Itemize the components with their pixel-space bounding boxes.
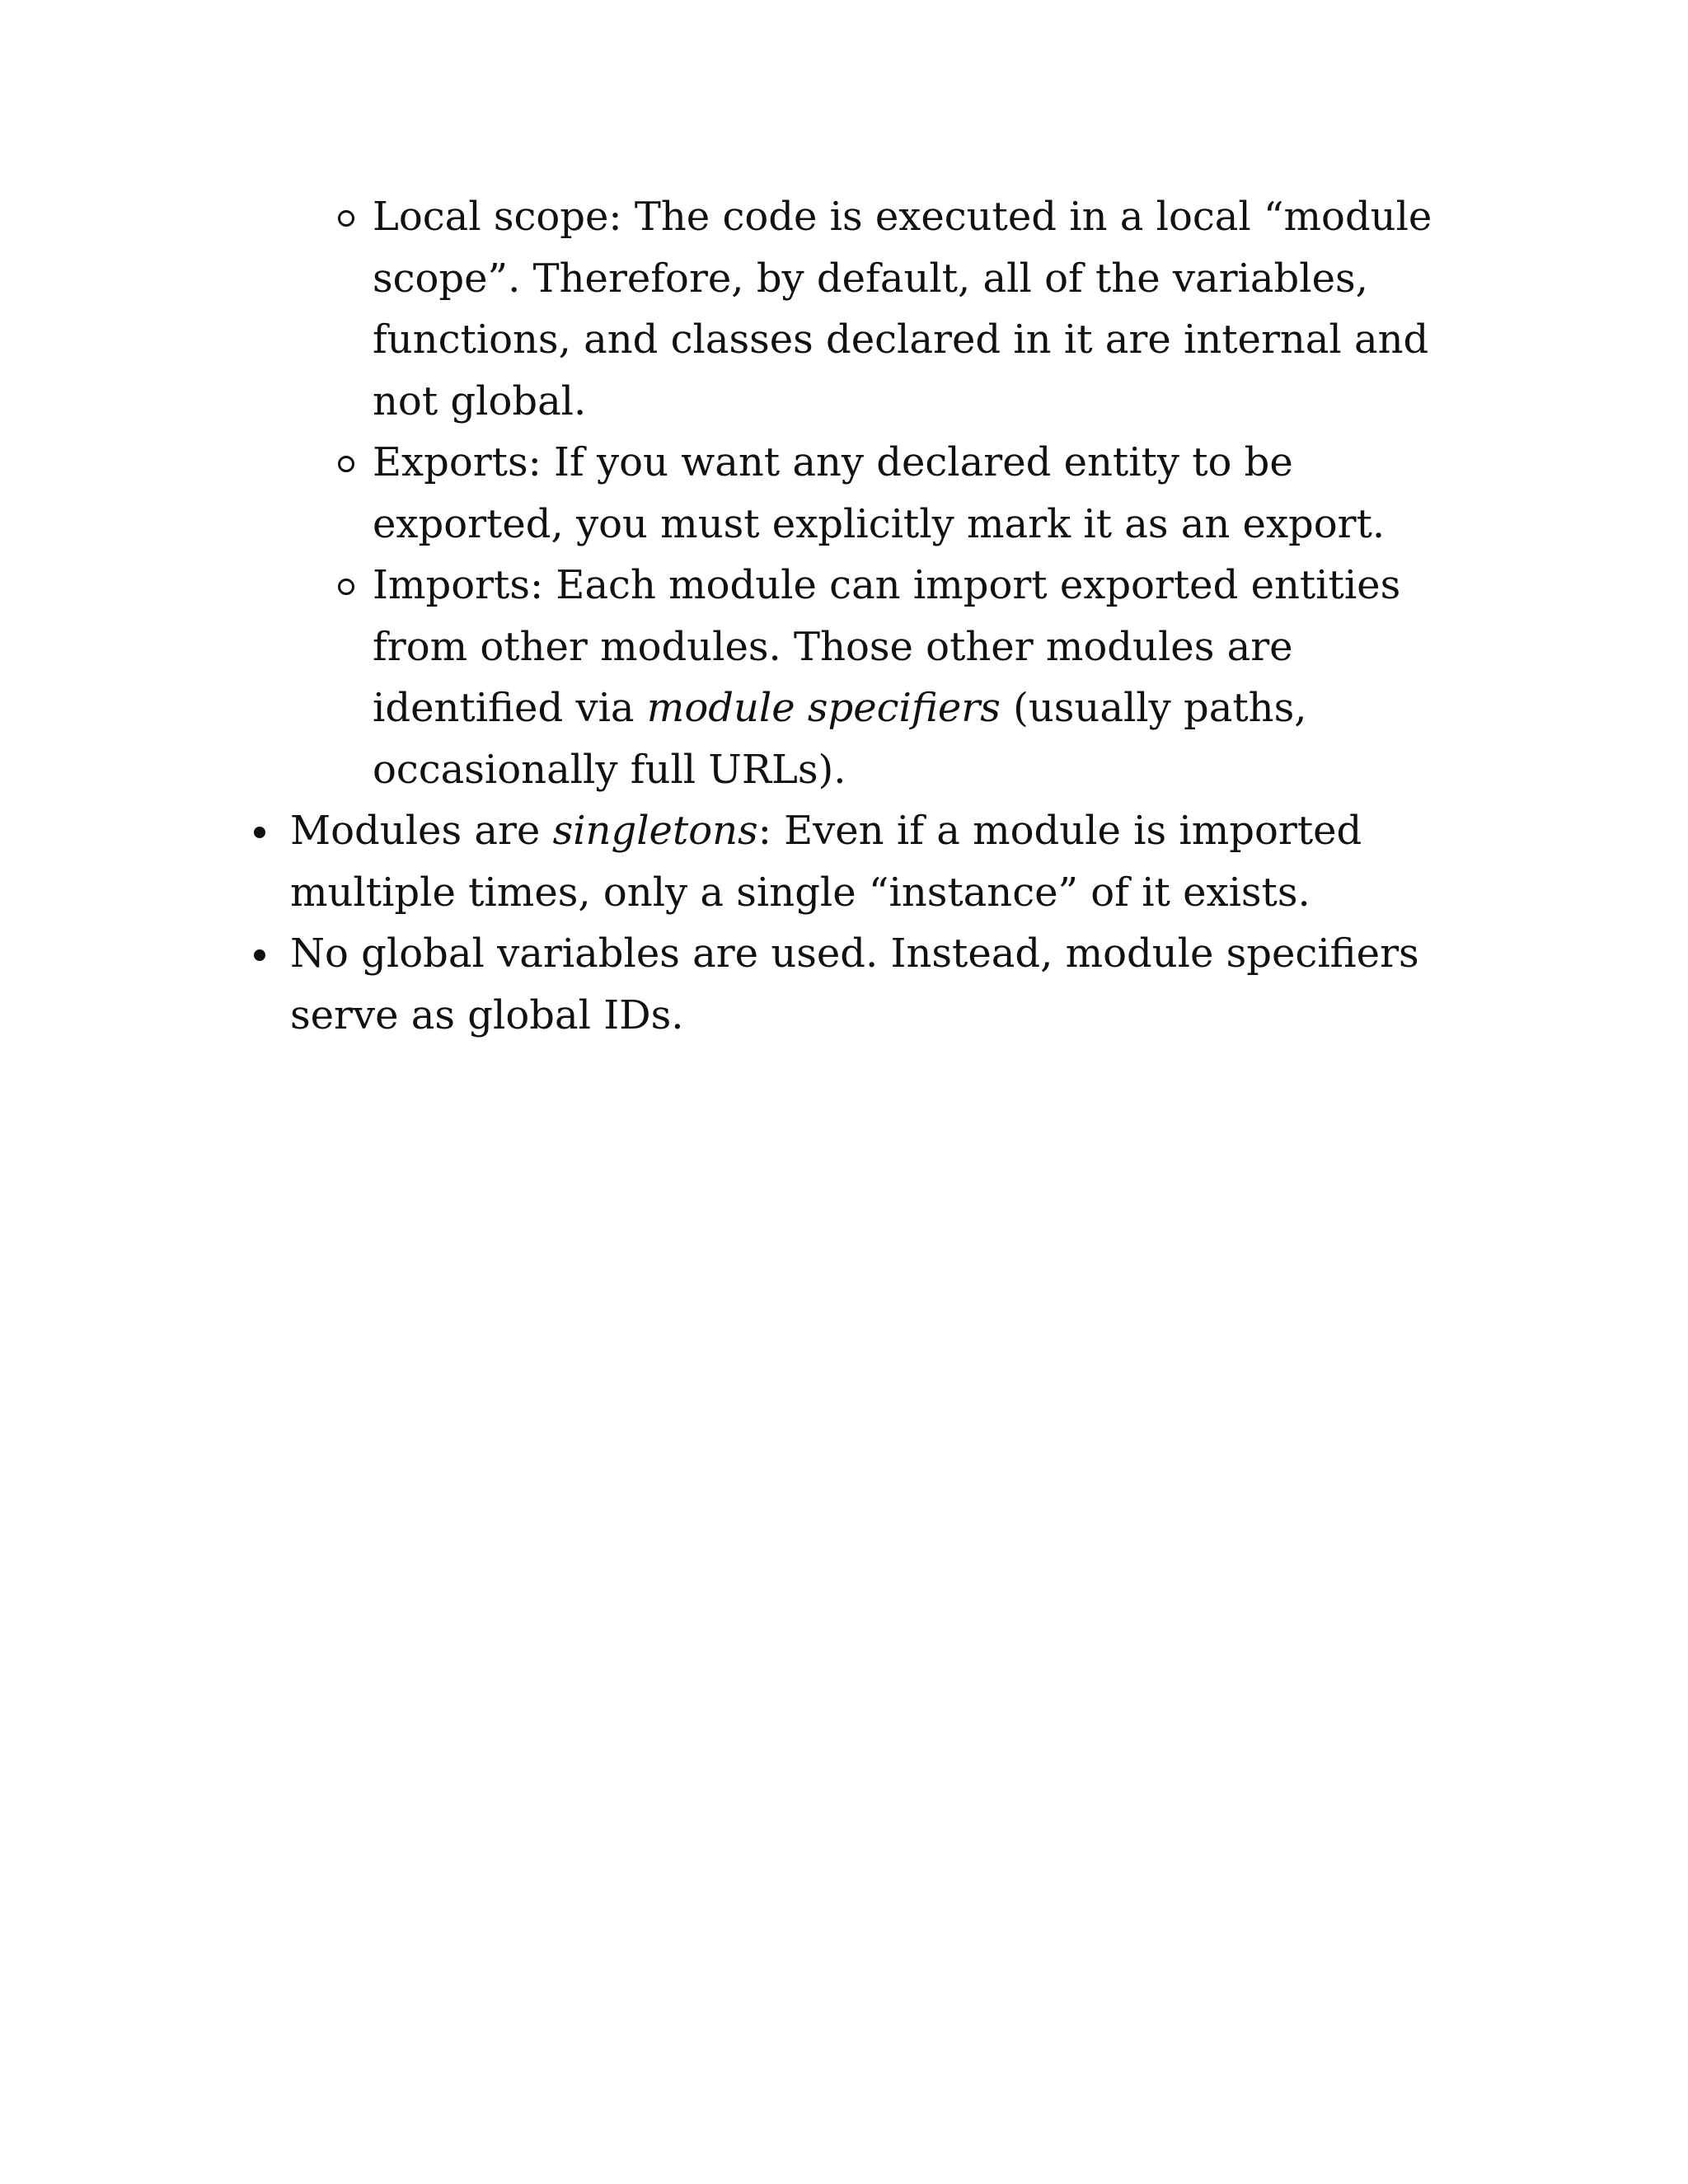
item-text-after: : Even if a module is imported multiple times, only a single “instance” of it exists. (290, 808, 1362, 916)
nested-list-holder (247, 186, 1484, 800)
sub-item-text-before: Imports: Each module can import exported entities from other modules. Those other modules are identified via (373, 562, 1401, 731)
sub-bullet-list (247, 186, 1484, 800)
sub-item-text: Exports: If you want any declared entity to be exported, you must explicitly mark it as an export. (373, 439, 1386, 547)
sub-list-item-local-scope (247, 186, 1484, 432)
sub-item-text-after: (usually paths, occasionally full URLs). (373, 685, 1307, 793)
hollow-bullet-icon (338, 210, 354, 227)
hollow-bullet-icon (338, 456, 354, 472)
filled-bullet-icon (254, 949, 265, 961)
sub-item-emphasis: module specifiers (646, 685, 1001, 731)
list-item-singletons (247, 800, 1484, 923)
filled-bullet-icon (254, 827, 265, 838)
sub-list-item-imports (247, 555, 1484, 800)
hollow-bullet-icon (338, 579, 354, 595)
sub-list-item-exports (247, 432, 1484, 555)
bullet-list (247, 186, 1484, 1046)
list-item-global-variables (247, 923, 1484, 1046)
item-text-before: Modules are (290, 808, 553, 854)
item-emphasis: singletons (552, 808, 758, 854)
item-text: No global variables are used. Instead, module specifiers serve as global IDs. (290, 930, 1419, 1038)
sub-item-text: Local scope: The code is executed in a local “module scope”. Therefore, by default, all of the variables, functions, and classes declared in it are internal and not global. (373, 194, 1432, 424)
bullet-list-content (247, 186, 1484, 1046)
